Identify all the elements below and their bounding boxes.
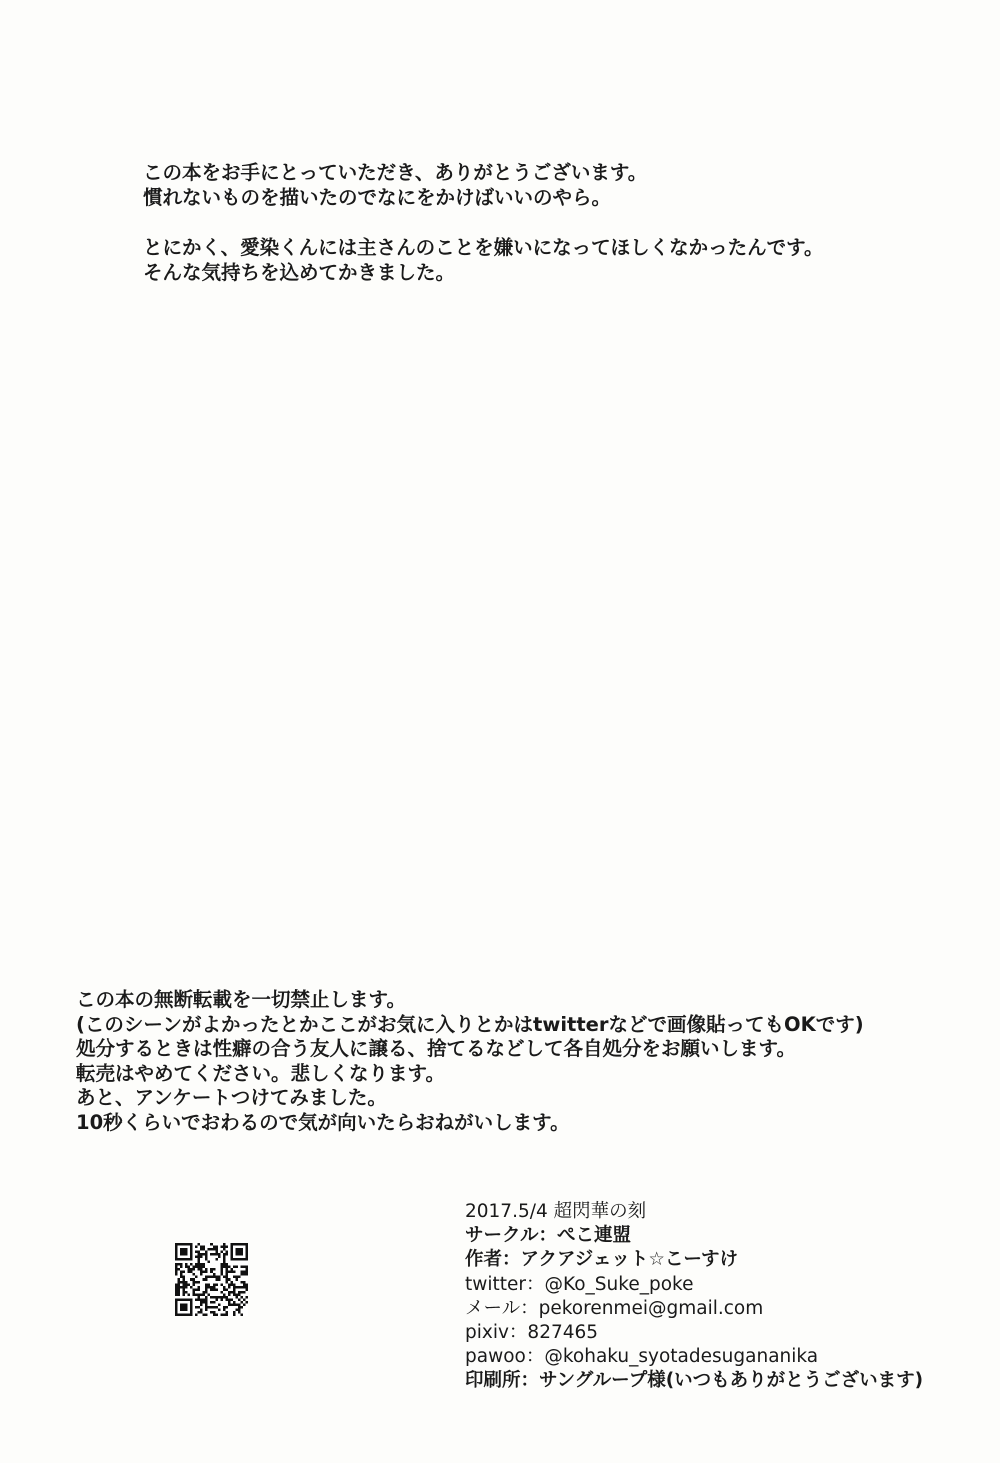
afterword-line: とにかく、愛染くんには主さんのことを嫌いになってほしくなかったんです。 xyxy=(143,236,824,259)
event-info: 2017.5/4 超閃華の刻 xyxy=(465,1201,647,1222)
afterword-line: そんな気持ちを込めてかきました。 xyxy=(143,261,456,284)
notice-line: 10秒くらいでおわるので気が向いたらおねがいします。 xyxy=(76,1110,570,1134)
mail-address: メール：pekorenmei@gmail.com xyxy=(465,1297,764,1319)
circle-name: サークル：ぺこ連盟 xyxy=(465,1225,631,1247)
paragraph-gap xyxy=(143,210,963,235)
pixiv-id: pixiv：827465 xyxy=(465,1322,599,1344)
twitter-handle: twitter：@Ko_Suke_poke xyxy=(465,1273,694,1295)
notice-line: この本の無断転載を一切禁止します。 xyxy=(76,988,406,1011)
notice-line: 処分するときは性癖の合う友人に譲る、捨てるなどして各自処分をお願いします。 xyxy=(76,1037,796,1060)
qr-code-icon[interactable] xyxy=(175,1243,248,1316)
pawoo-handle: pawoo：@kohaku_syotadesugananika xyxy=(465,1346,819,1368)
notice-line: あと、アンケートつけてみました。 xyxy=(76,1086,387,1109)
afterword-line: 慣れないものを描いたのでなにをかけばいいのやら。 xyxy=(143,186,612,209)
printer-info: 印刷所：サングループ様(いつもありがとうございます) xyxy=(465,1370,924,1392)
afterword-line: この本をお手にとっていただき、ありがとうございます。 xyxy=(143,161,648,184)
notice-line: 転売はやめてください。悲しくなります。 xyxy=(76,1061,445,1085)
afterword-section xyxy=(143,160,963,285)
notice-section xyxy=(76,988,956,1135)
colophon-section xyxy=(465,1200,985,1394)
notice-line: (このシーンがよかったとかここがお気に入りとかはtwitterなどで画像貼ってもOKです) xyxy=(76,1012,864,1036)
author-name: 作者：アクアジェット☆こーすけ xyxy=(465,1249,738,1271)
